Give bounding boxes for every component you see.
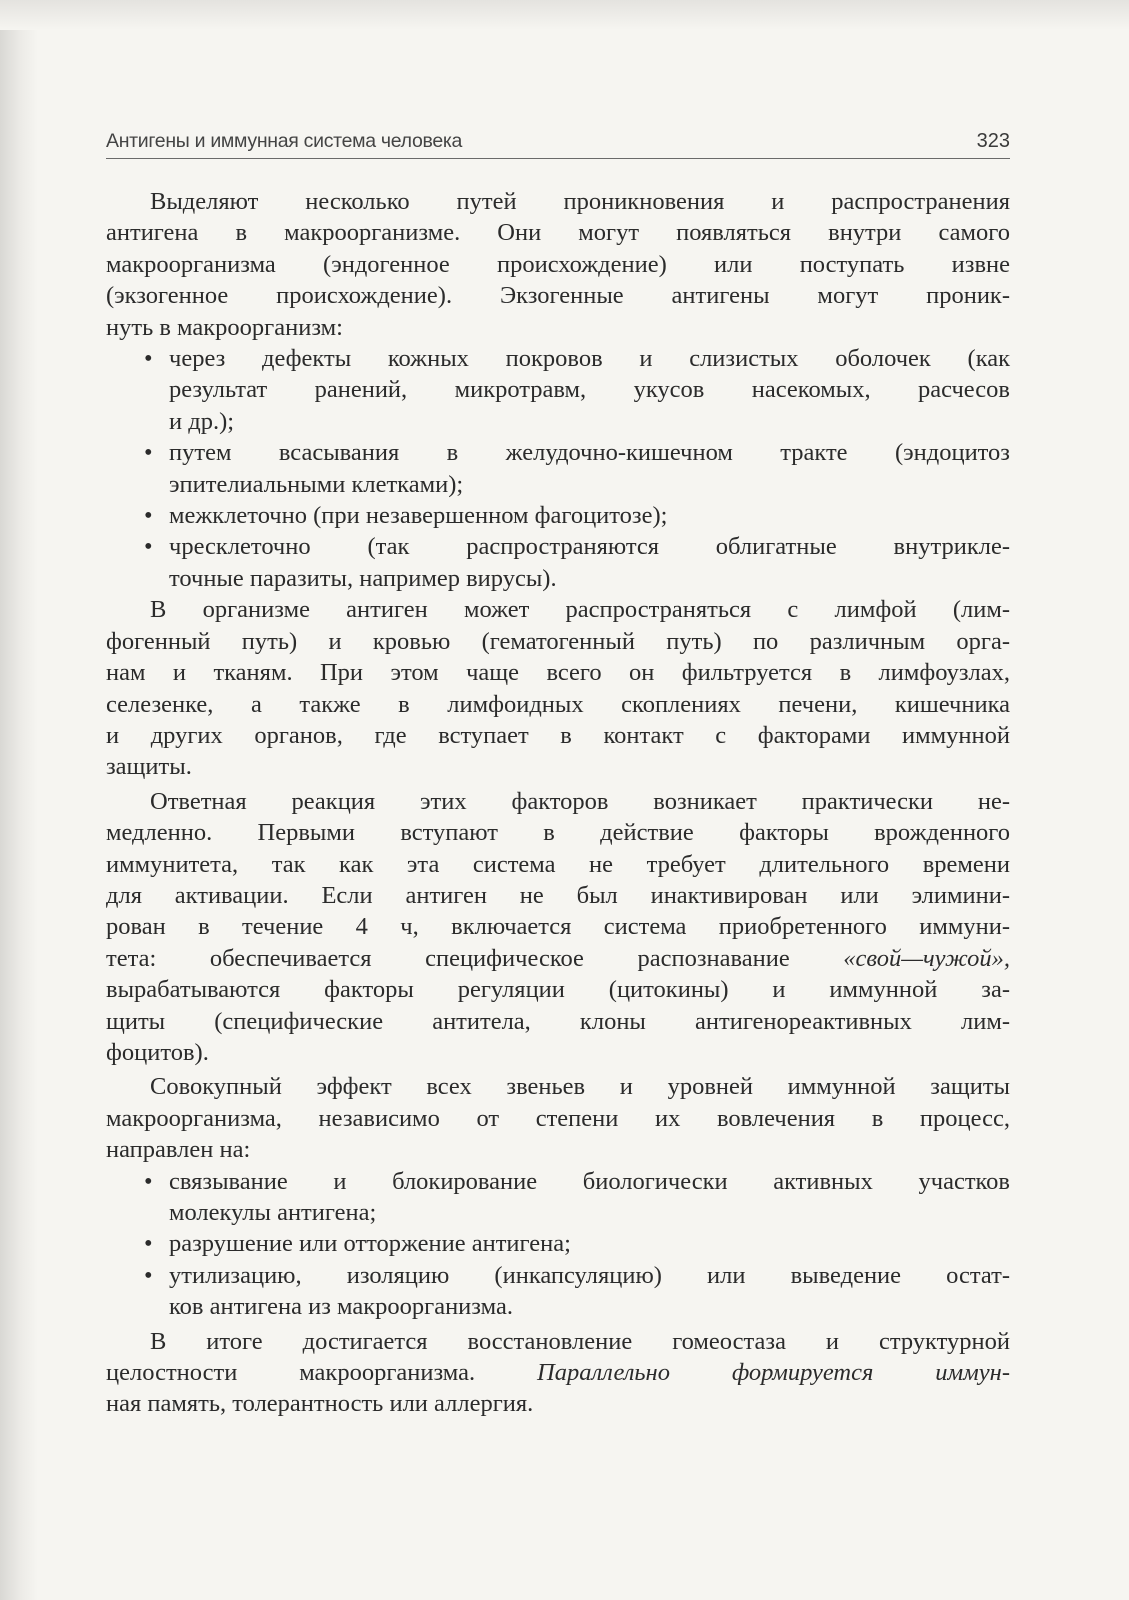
running-head-title: Антигены и иммунная система человека (106, 130, 463, 152)
bullet-icon: • (144, 345, 153, 373)
bullet-list-entry-routes (106, 343, 1010, 594)
scan-edge-shadow (0, 0, 38, 1600)
text-line: фогенный путь) и кровью (гематогенный путь) по различным орга- (106, 627, 1010, 655)
text-line: нам и тканям. При этом чаще всего он фильтруется в лимфоузлах, (106, 659, 1010, 687)
text-line: и других органов, где вступает в контакт с факторами иммунной (106, 721, 1010, 749)
text-line: • путем всасывания в желудочно-кишечном тракте (эндоцитоз (106, 437, 1010, 468)
page-number: 323 (976, 130, 1010, 152)
list-item (106, 500, 1010, 531)
emphasis-parallel: Параллельно формируется иммун- (537, 1359, 1010, 1387)
text-line: молекулы антигена; (169, 1199, 377, 1226)
paragraph-immune-response (106, 786, 1010, 1069)
text-line: целостности макроорганизма. Параллельно формируется иммун- (106, 1359, 1010, 1387)
bullet-icon: • (144, 439, 153, 467)
text-line: Совокупный эффект всех звеньев и уровней иммунной защиты (150, 1073, 1010, 1101)
paragraph-combined-effect (106, 1071, 1010, 1165)
text-line: • чресклеточно (так распространяются облигатные внутрикле- (106, 531, 1010, 562)
bullet-icon: • (144, 502, 153, 530)
text-line: фоцитов). (106, 1038, 209, 1066)
text-line: эпителиальными клетками); (169, 470, 464, 498)
bullet-icon: • (144, 1167, 153, 1195)
text-line: макроорганизма, независимо от степени их вовлечения в процесс, (106, 1104, 1010, 1132)
text-line: • связывание и блокирование биологически активных участков (106, 1166, 1010, 1197)
bullet-icon: • (144, 1261, 153, 1289)
list-item (106, 343, 1010, 437)
text-line: направлен на: (106, 1136, 251, 1164)
text-line: (экзогенное происхождение). Экзогенные антигены могут проник- (106, 282, 1010, 310)
bullet-icon: • (144, 1230, 153, 1258)
text-line: медленно. Первыми вступают в действие факторы врожденного (106, 819, 1010, 847)
paragraph-outcome (106, 1326, 1010, 1420)
list-item (106, 437, 1010, 500)
list-item (106, 1260, 1010, 1323)
text-line: и др.); (169, 407, 235, 435)
text-line: В организме антиген может распространяться с лимфой (лим- (150, 596, 1010, 624)
emphasis-self-nonself: «свой—чужой», (843, 944, 1010, 972)
page-body (106, 186, 1010, 1420)
paragraph-antigen-spread (106, 594, 1010, 782)
text-line: селезенке, а также в лимфоидных скоплениях печени, кишечника (106, 690, 1010, 718)
scan-top-shadow (0, 0, 1129, 30)
text-line: • межклеточно (при незавершенном фагоцитозе); (106, 500, 1010, 531)
list-item (106, 1166, 1010, 1229)
text-line: • через дефекты кожных покровов и слизистых оболочек (как (106, 343, 1010, 374)
text-line: антигена в макроорганизме. Они могут появляться внутри самого (106, 219, 1010, 247)
text-line: точные паразиты, например вирусы). (169, 564, 557, 592)
text-line: макроорганизма (эндогенное происхождение) или поступать извне (106, 250, 1010, 278)
text-line: щиты (специфические антитела, клоны антигенореактивных лим- (106, 1007, 1010, 1035)
text-line: иммунитета, так как эта система не требует длительного времени (106, 850, 1010, 878)
text-line: ков антигена из макроорганизма. (169, 1293, 513, 1321)
text-line: • разрушение или отторжение антигена; (106, 1228, 1010, 1259)
bullet-icon: • (144, 533, 153, 561)
text-line: нуть в макроорганизм: (106, 313, 343, 341)
text-line: ная память, толерантность или аллергия. (106, 1390, 534, 1418)
text-line: результат ранений, микротравм, укусов насекомых, расчесов (169, 376, 1010, 404)
bullet-list-defense-goals (106, 1166, 1010, 1323)
text-line: для активации. Если антиген не был инактивирован или элимини- (106, 881, 1010, 909)
running-head (106, 124, 1010, 159)
text-line: вырабатываются факторы регуляции (цитокины) и иммунной за- (106, 976, 1010, 1004)
text-line: защиты. (106, 753, 192, 781)
text-line: В итоге достигается восстановление гомеостаза и структурной (150, 1327, 1010, 1355)
list-item (106, 1228, 1010, 1259)
text-line: тета: обеспечивается специфическое распознавание «свой—чужой», (106, 944, 1010, 972)
text-line: • утилизацию, изоляцию (инкапсуляцию) или выведение остат- (106, 1260, 1010, 1291)
text-line: рован в течение 4 ч, включается система приобретенного иммуни- (106, 913, 1010, 941)
text-line: Выделяют несколько путей проникновения и распространения (150, 188, 1010, 215)
paragraph-routes-of-entry (106, 186, 1010, 343)
text-line: Ответная реакция этих факторов возникает практически не- (150, 787, 1010, 815)
list-item (106, 531, 1010, 594)
